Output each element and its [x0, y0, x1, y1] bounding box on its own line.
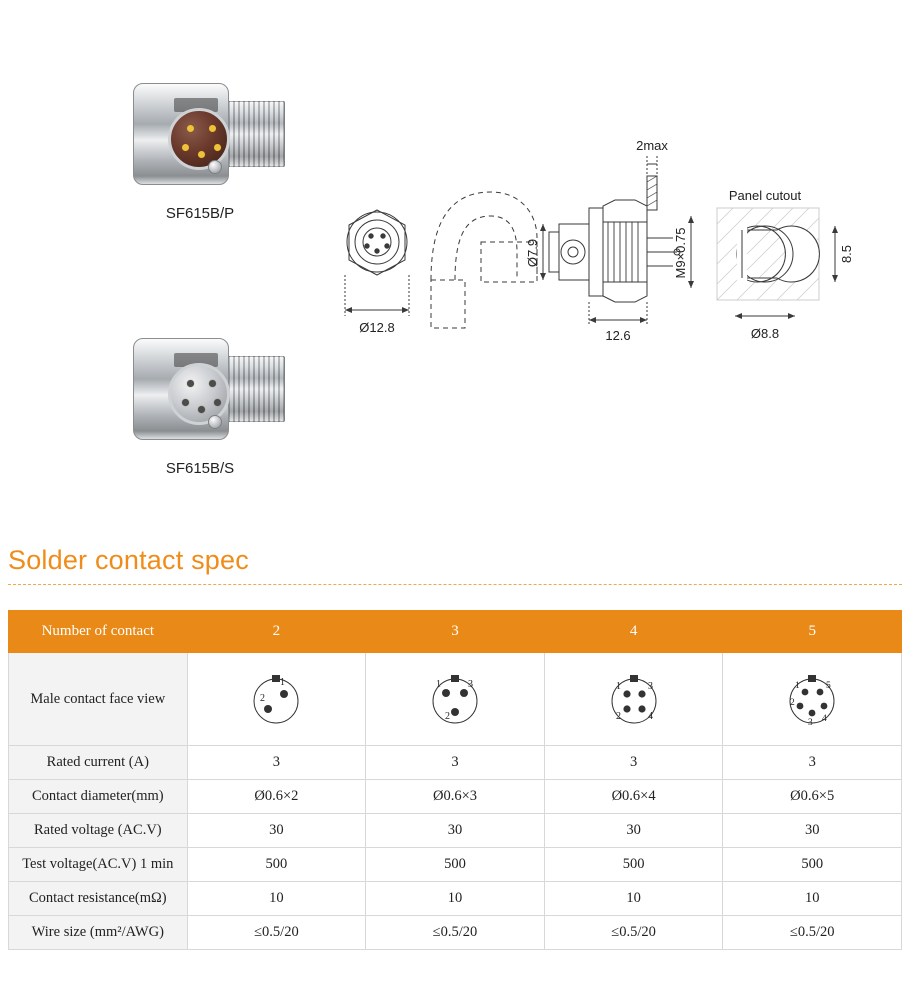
pin — [198, 151, 205, 158]
front-view — [345, 210, 409, 316]
panel-cutout-diameter: Ø8.8 — [750, 326, 780, 341]
pin — [187, 125, 194, 132]
svg-text:2: 2 — [790, 698, 795, 708]
table-row-rated-current — [9, 746, 902, 780]
connector-flange — [133, 83, 229, 185]
svg-text:1: 1 — [435, 679, 441, 690]
socket — [209, 380, 216, 387]
cell-rated-voltage-3: 30 — [366, 814, 545, 848]
connector-flange — [133, 338, 229, 440]
cell-contact-resistance-3: 10 — [366, 882, 545, 916]
cell-test-voltage-3: 500 — [366, 848, 545, 882]
svg-text:2: 2 — [615, 711, 621, 722]
panel-cutout-title: Panel cutout — [728, 188, 802, 203]
section-header — [8, 545, 902, 585]
row-label-test-voltage: Test voltage(AC.V) 1 min — [9, 848, 188, 882]
product-caption: SF615B/S — [165, 460, 235, 477]
socket — [214, 399, 221, 406]
svg-text:1: 1 — [615, 681, 621, 692]
svg-text:3: 3 — [808, 718, 813, 728]
cell-contact-diameter-5: Ø0.6×5 — [723, 780, 902, 814]
svg-text:1: 1 — [795, 681, 800, 691]
socket — [198, 406, 205, 413]
product-photo-female — [85, 330, 315, 477]
connector-face-female — [168, 363, 230, 425]
cell-rated-current-2: 3 — [187, 746, 366, 780]
dim-thread: M9×0.75 — [673, 227, 688, 279]
cell-contact-diameter-3: Ø0.6×3 — [366, 780, 545, 814]
row-label-rated-voltage: Rated voltage (AC.V) — [9, 814, 188, 848]
face-view-2pin — [187, 653, 366, 746]
pin — [209, 125, 216, 132]
svg-text:3: 3 — [647, 681, 653, 692]
connector-thread — [223, 356, 285, 422]
table-row-test-voltage — [9, 848, 902, 882]
dim-top: 2max — [636, 138, 668, 153]
cell-contact-diameter-2: Ø0.6×2 — [187, 780, 366, 814]
pin — [182, 144, 189, 151]
solder-contact-spec-table — [8, 610, 902, 950]
row-label-contact-resistance: Contact resistance(mΩ) — [9, 882, 188, 916]
face-view-3pin — [366, 653, 545, 746]
svg-text:5: 5 — [826, 681, 831, 691]
column-header-2: 2 — [187, 611, 366, 653]
row-label-face-view: Male contact face view — [9, 653, 188, 746]
svg-text:2: 2 — [260, 693, 266, 704]
connector-image-male — [115, 75, 285, 195]
cell-rated-current-3: 3 — [366, 746, 545, 780]
product-caption: SF615B/P — [165, 205, 235, 222]
row-label-number-of-contact: Number of contact — [9, 611, 188, 653]
cell-wire-size-2: ≤0.5/20 — [187, 916, 366, 950]
cell-rated-voltage-5: 30 — [723, 814, 902, 848]
connector-thread — [223, 101, 285, 167]
cell-wire-size-5: ≤0.5/20 — [723, 916, 902, 950]
dim-front-diameter: Ø12.8 — [359, 320, 395, 335]
table-row-face-view — [9, 653, 902, 746]
product-photo-area — [0, 0, 310, 520]
dim-length: 12.6 — [605, 328, 631, 343]
table-row-rated-voltage — [9, 814, 902, 848]
dim-shell-diameter: Ø7.9 — [525, 238, 540, 268]
panel-cutout-view — [717, 208, 838, 319]
panel-cutout-height: 8.5 — [839, 244, 854, 264]
cell-contact-resistance-4: 10 — [544, 882, 723, 916]
row-label-contact-diameter: Contact diameter(mm) — [9, 780, 188, 814]
face-view-5pin — [723, 653, 902, 746]
table-row-contact-resistance — [9, 882, 902, 916]
connector-image-female — [115, 330, 285, 450]
section-view — [540, 156, 694, 326]
cell-contact-resistance-5: 10 — [723, 882, 902, 916]
row-label-rated-current: Rated current (A) — [9, 746, 188, 780]
product-photo-male — [85, 75, 315, 222]
technical-drawing — [305, 120, 905, 410]
connector-face-male — [168, 108, 230, 170]
svg-text:3: 3 — [467, 679, 473, 690]
cell-rated-voltage-2: 30 — [187, 814, 366, 848]
svg-text:4: 4 — [647, 711, 653, 722]
cell-rated-current-4: 3 — [544, 746, 723, 780]
column-header-3: 3 — [366, 611, 545, 653]
table-row-contact-diameter — [9, 780, 902, 814]
cell-test-voltage-5: 500 — [723, 848, 902, 882]
face-view-4pin — [544, 653, 723, 746]
section-title: Solder contact spec — [8, 545, 249, 575]
flange-screw — [208, 415, 222, 429]
svg-text:2: 2 — [444, 711, 450, 722]
table-row-wire-size — [9, 916, 902, 950]
cell-contact-resistance-2: 10 — [187, 882, 366, 916]
socket — [182, 399, 189, 406]
cell-wire-size-3: ≤0.5/20 — [366, 916, 545, 950]
row-label-wire-size: Wire size (mm²/AWG) — [9, 916, 188, 950]
pin — [214, 144, 221, 151]
section-divider — [8, 584, 902, 585]
svg-text:1: 1 — [280, 677, 286, 688]
cable-bend-box — [431, 242, 537, 328]
cable-bend-outline — [431, 192, 537, 280]
column-header-4: 4 — [544, 611, 723, 653]
cell-test-voltage-2: 500 — [187, 848, 366, 882]
svg-text:4: 4 — [822, 714, 827, 724]
socket — [187, 380, 194, 387]
cell-contact-diameter-4: Ø0.6×4 — [544, 780, 723, 814]
cell-wire-size-4: ≤0.5/20 — [544, 916, 723, 950]
drawing-svg — [305, 120, 905, 410]
cell-test-voltage-4: 500 — [544, 848, 723, 882]
table-row-header — [9, 611, 902, 653]
cell-rated-current-5: 3 — [723, 746, 902, 780]
cell-rated-voltage-4: 30 — [544, 814, 723, 848]
flange-screw — [208, 160, 222, 174]
column-header-5: 5 — [723, 611, 902, 653]
